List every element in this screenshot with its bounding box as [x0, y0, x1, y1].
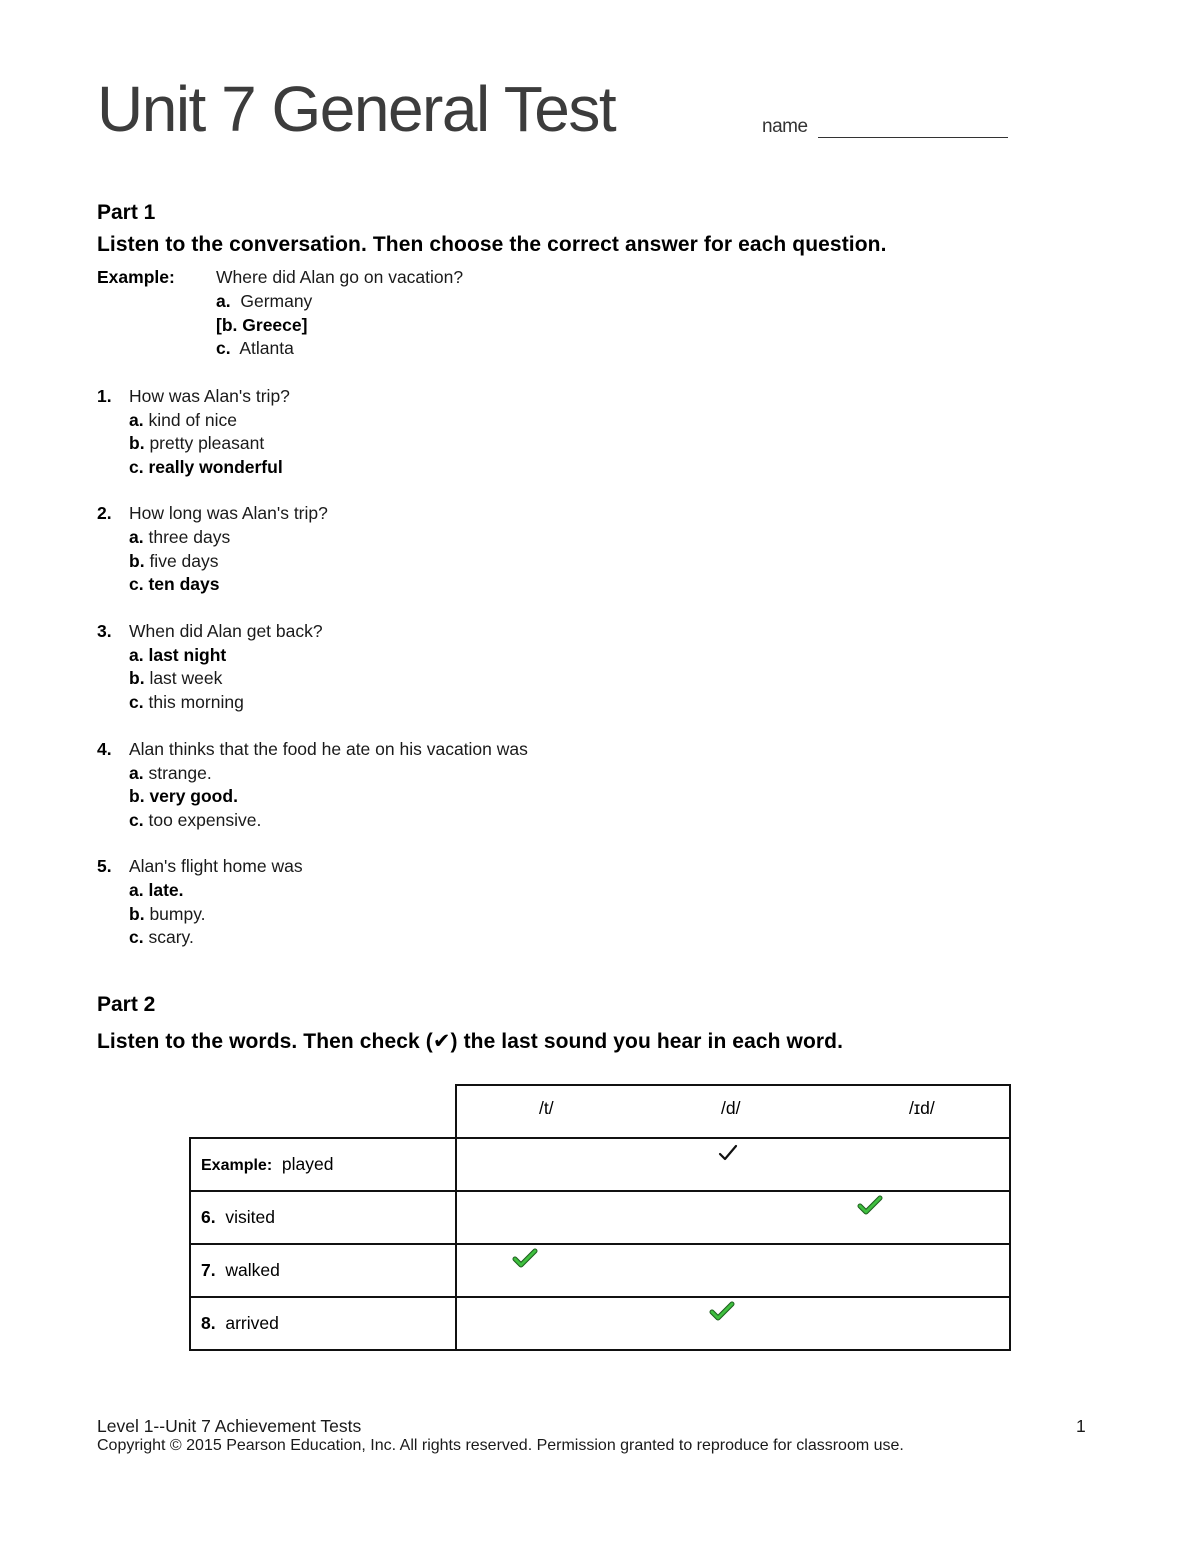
question-3-option-b[interactable]: b. last week: [129, 668, 223, 688]
question-3-number: 3.: [97, 621, 112, 641]
footer-copyright: Copyright © 2015 Pearson Education, Inc. All rights reserved. Permission granted to reproduce for classroom use.: [97, 1437, 904, 1454]
column-header-d: /d/: [721, 1098, 741, 1118]
question-1-number: 1.: [97, 386, 112, 406]
question-4-option-b[interactable]: b. very good.: [129, 786, 238, 806]
question-1-option-a[interactable]: a. kind of nice: [129, 410, 238, 430]
question-5-number: 5.: [97, 856, 112, 876]
question-2-option-c[interactable]: c. ten days: [129, 574, 220, 594]
table-row: [190, 1244, 1010, 1297]
page-title: Unit 7 General Test: [97, 73, 616, 145]
example-label: Example:: [97, 267, 175, 287]
word-cell-8: 8. arrived: [190, 1297, 456, 1350]
page-number: 1: [1076, 1416, 1086, 1436]
question-1-text: How was Alan's trip?: [129, 386, 290, 406]
table-row: [190, 1138, 1010, 1191]
question-5-option-b[interactable]: b. bumpy.: [129, 904, 206, 924]
part1-heading: Part 1: [97, 201, 156, 224]
column-header-id: /ɪd/: [909, 1098, 935, 1118]
table-header-row: [190, 1085, 1010, 1138]
name-label: name: [762, 116, 808, 137]
checkmark-icon: [717, 1143, 739, 1163]
question-3-option-c[interactable]: c. this morning: [129, 692, 244, 712]
example-option-b: [b. Greece]: [216, 315, 308, 335]
question-2-option-b[interactable]: b. five days: [129, 551, 219, 571]
question-1-option-c[interactable]: c. really wonderful: [129, 457, 283, 477]
word-cell-6: 6. visited: [190, 1191, 456, 1244]
question-4-option-a[interactable]: a. strange.: [129, 763, 212, 783]
table-row: [190, 1297, 1010, 1350]
sound-check-table: [189, 1084, 1011, 1351]
question-5-option-a[interactable]: a. late.: [129, 880, 184, 900]
marks-cell-7[interactable]: [456, 1244, 1010, 1297]
example-marks-cell[interactable]: [456, 1138, 1010, 1191]
question-4-number: 4.: [97, 739, 112, 759]
green-checkmark-icon: [512, 1247, 538, 1269]
green-checkmark-icon: [857, 1194, 883, 1216]
part2-instruction: Listen to the words. Then check (✔) the last sound you hear in each word.: [97, 1030, 844, 1053]
header-cell: [456, 1085, 1010, 1138]
question-2-option-a[interactable]: a. three days: [129, 527, 231, 547]
question-5-text: Alan's flight home was: [129, 856, 303, 876]
question-5-option-c[interactable]: c. scary.: [129, 927, 194, 947]
marks-cell-6[interactable]: [456, 1191, 1010, 1244]
column-header-t: /t/: [539, 1098, 554, 1118]
question-4-text: Alan thinks that the food he ate on his vacation was: [129, 739, 528, 759]
word-cell-7: 7. walked: [190, 1244, 456, 1297]
question-3-text: When did Alan get back?: [129, 621, 323, 641]
question-3-option-a[interactable]: a. last night: [129, 645, 227, 665]
example-question: Where did Alan go on vacation?: [216, 267, 464, 287]
question-1-option-b[interactable]: b. pretty pleasant: [129, 433, 265, 453]
green-checkmark-icon: [709, 1300, 735, 1322]
footer-title: Level 1--Unit 7 Achievement Tests: [97, 1416, 362, 1436]
name-field-line[interactable]: [818, 137, 1008, 138]
question-2-text: How long was Alan's trip?: [129, 503, 328, 523]
marks-cell-8[interactable]: [456, 1297, 1010, 1350]
part2-heading: Part 2: [97, 993, 156, 1016]
example-option-a: a. Germany: [216, 291, 313, 311]
table-row: [190, 1191, 1010, 1244]
example-option-c: c. Atlanta: [216, 338, 294, 358]
question-2-number: 2.: [97, 503, 112, 523]
empty-corner-cell: [190, 1085, 456, 1138]
example-word-cell: Example: played: [190, 1138, 456, 1191]
question-4-option-c[interactable]: c. too expensive.: [129, 810, 262, 830]
part1-instruction: Listen to the conversation. Then choose the correct answer for each question.: [97, 233, 887, 256]
